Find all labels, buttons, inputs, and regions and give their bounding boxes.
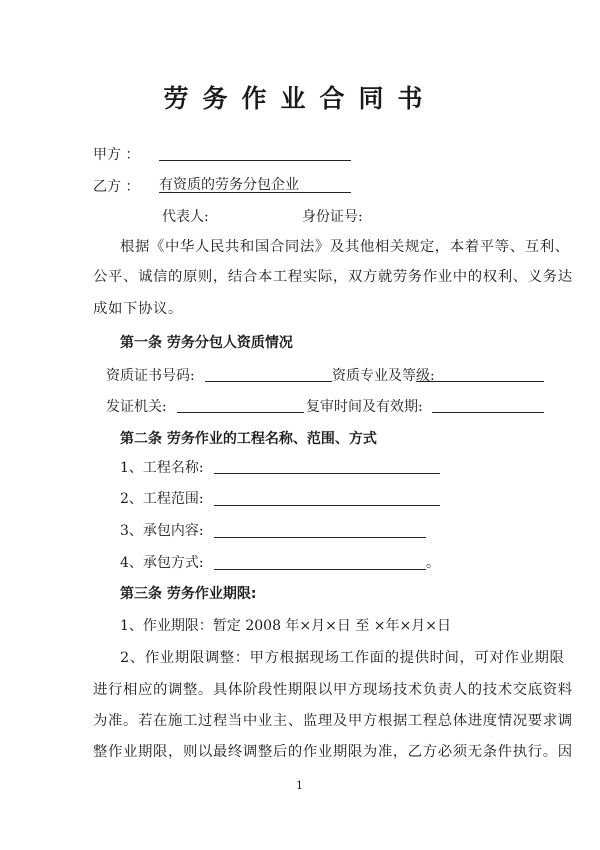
article-2-heading: 第二条 劳务作业的工程名称、范围、方式 <box>120 431 377 447</box>
period-adjust-line-1: 2、作业期限调整：甲方根据现场工作面的提供时间，可对作业期限 <box>120 650 565 666</box>
project-name-field[interactable] <box>214 473 440 474</box>
issuer-field[interactable] <box>177 412 304 413</box>
cert-number-field[interactable] <box>205 381 332 382</box>
work-period-line: 1、作业期限：暂定 2008 年×月×日 至 ×年×月×日 <box>120 618 451 634</box>
party-a-label: 甲方 ： <box>93 147 140 163</box>
document-title: 劳务作业合同书 <box>163 84 437 113</box>
project-scope-field[interactable] <box>214 505 440 506</box>
party-b-underline <box>159 192 351 193</box>
article-1-heading: 第一条 劳务分包人资质情况 <box>120 335 293 351</box>
page-number: 1 <box>296 779 303 792</box>
party-b-value[interactable]: 有资质的劳务分包企业 <box>159 177 299 193</box>
article-3-heading: 第三条 劳务作业期限: <box>120 586 257 602</box>
contract-content-label: 3、承包内容: <box>120 523 204 539</box>
party-a-underline <box>159 160 351 161</box>
qualification-major-label: 资质专业及等级: <box>332 368 435 384</box>
cert-number-label: 资质证书号码: <box>106 368 195 384</box>
issuer-label: 发证机关: <box>106 399 167 415</box>
period-adjust-line-3: 为准。若在施工过程当中业主、监理及甲方根据工程总体进度情况要求调 <box>93 713 573 729</box>
contract-method-period: 。 <box>426 555 440 571</box>
period-adjust-line-2: 进行相应的调整。具体阶段性期限以甲方现场技术负责人的技术交底资料 <box>93 682 573 698</box>
contract-content-field[interactable] <box>214 537 426 538</box>
review-validity-label: 复审时间及有效期: <box>306 399 423 415</box>
contract-method-field[interactable] <box>214 569 426 570</box>
representative-label: 代表人: <box>162 209 209 225</box>
preamble-line-3: 成如下协议。 <box>93 301 183 317</box>
id-number-label: 身份证号: <box>302 209 363 225</box>
project-scope-label: 2、工程范围: <box>120 491 204 507</box>
preamble-line-2: 公平、诚信的原则，结合本工程实际，双方就劳务作业中的权利、义务达 <box>93 269 573 285</box>
contract-method-label: 4、承包方式: <box>120 555 204 571</box>
party-b-label: 乙方 ： <box>93 179 140 195</box>
preamble-line-1: 根据《中华人民共和国合同法》及其他相关规定，本着平等、互利、 <box>120 239 570 255</box>
qualification-major-field[interactable] <box>416 381 544 382</box>
period-adjust-line-4: 整作业期限，则以最终调整后的作业期限为准，乙方必须无条件执行。因 <box>93 744 573 760</box>
project-name-label: 1、工程名称: <box>120 460 204 476</box>
review-validity-field[interactable] <box>432 412 544 413</box>
